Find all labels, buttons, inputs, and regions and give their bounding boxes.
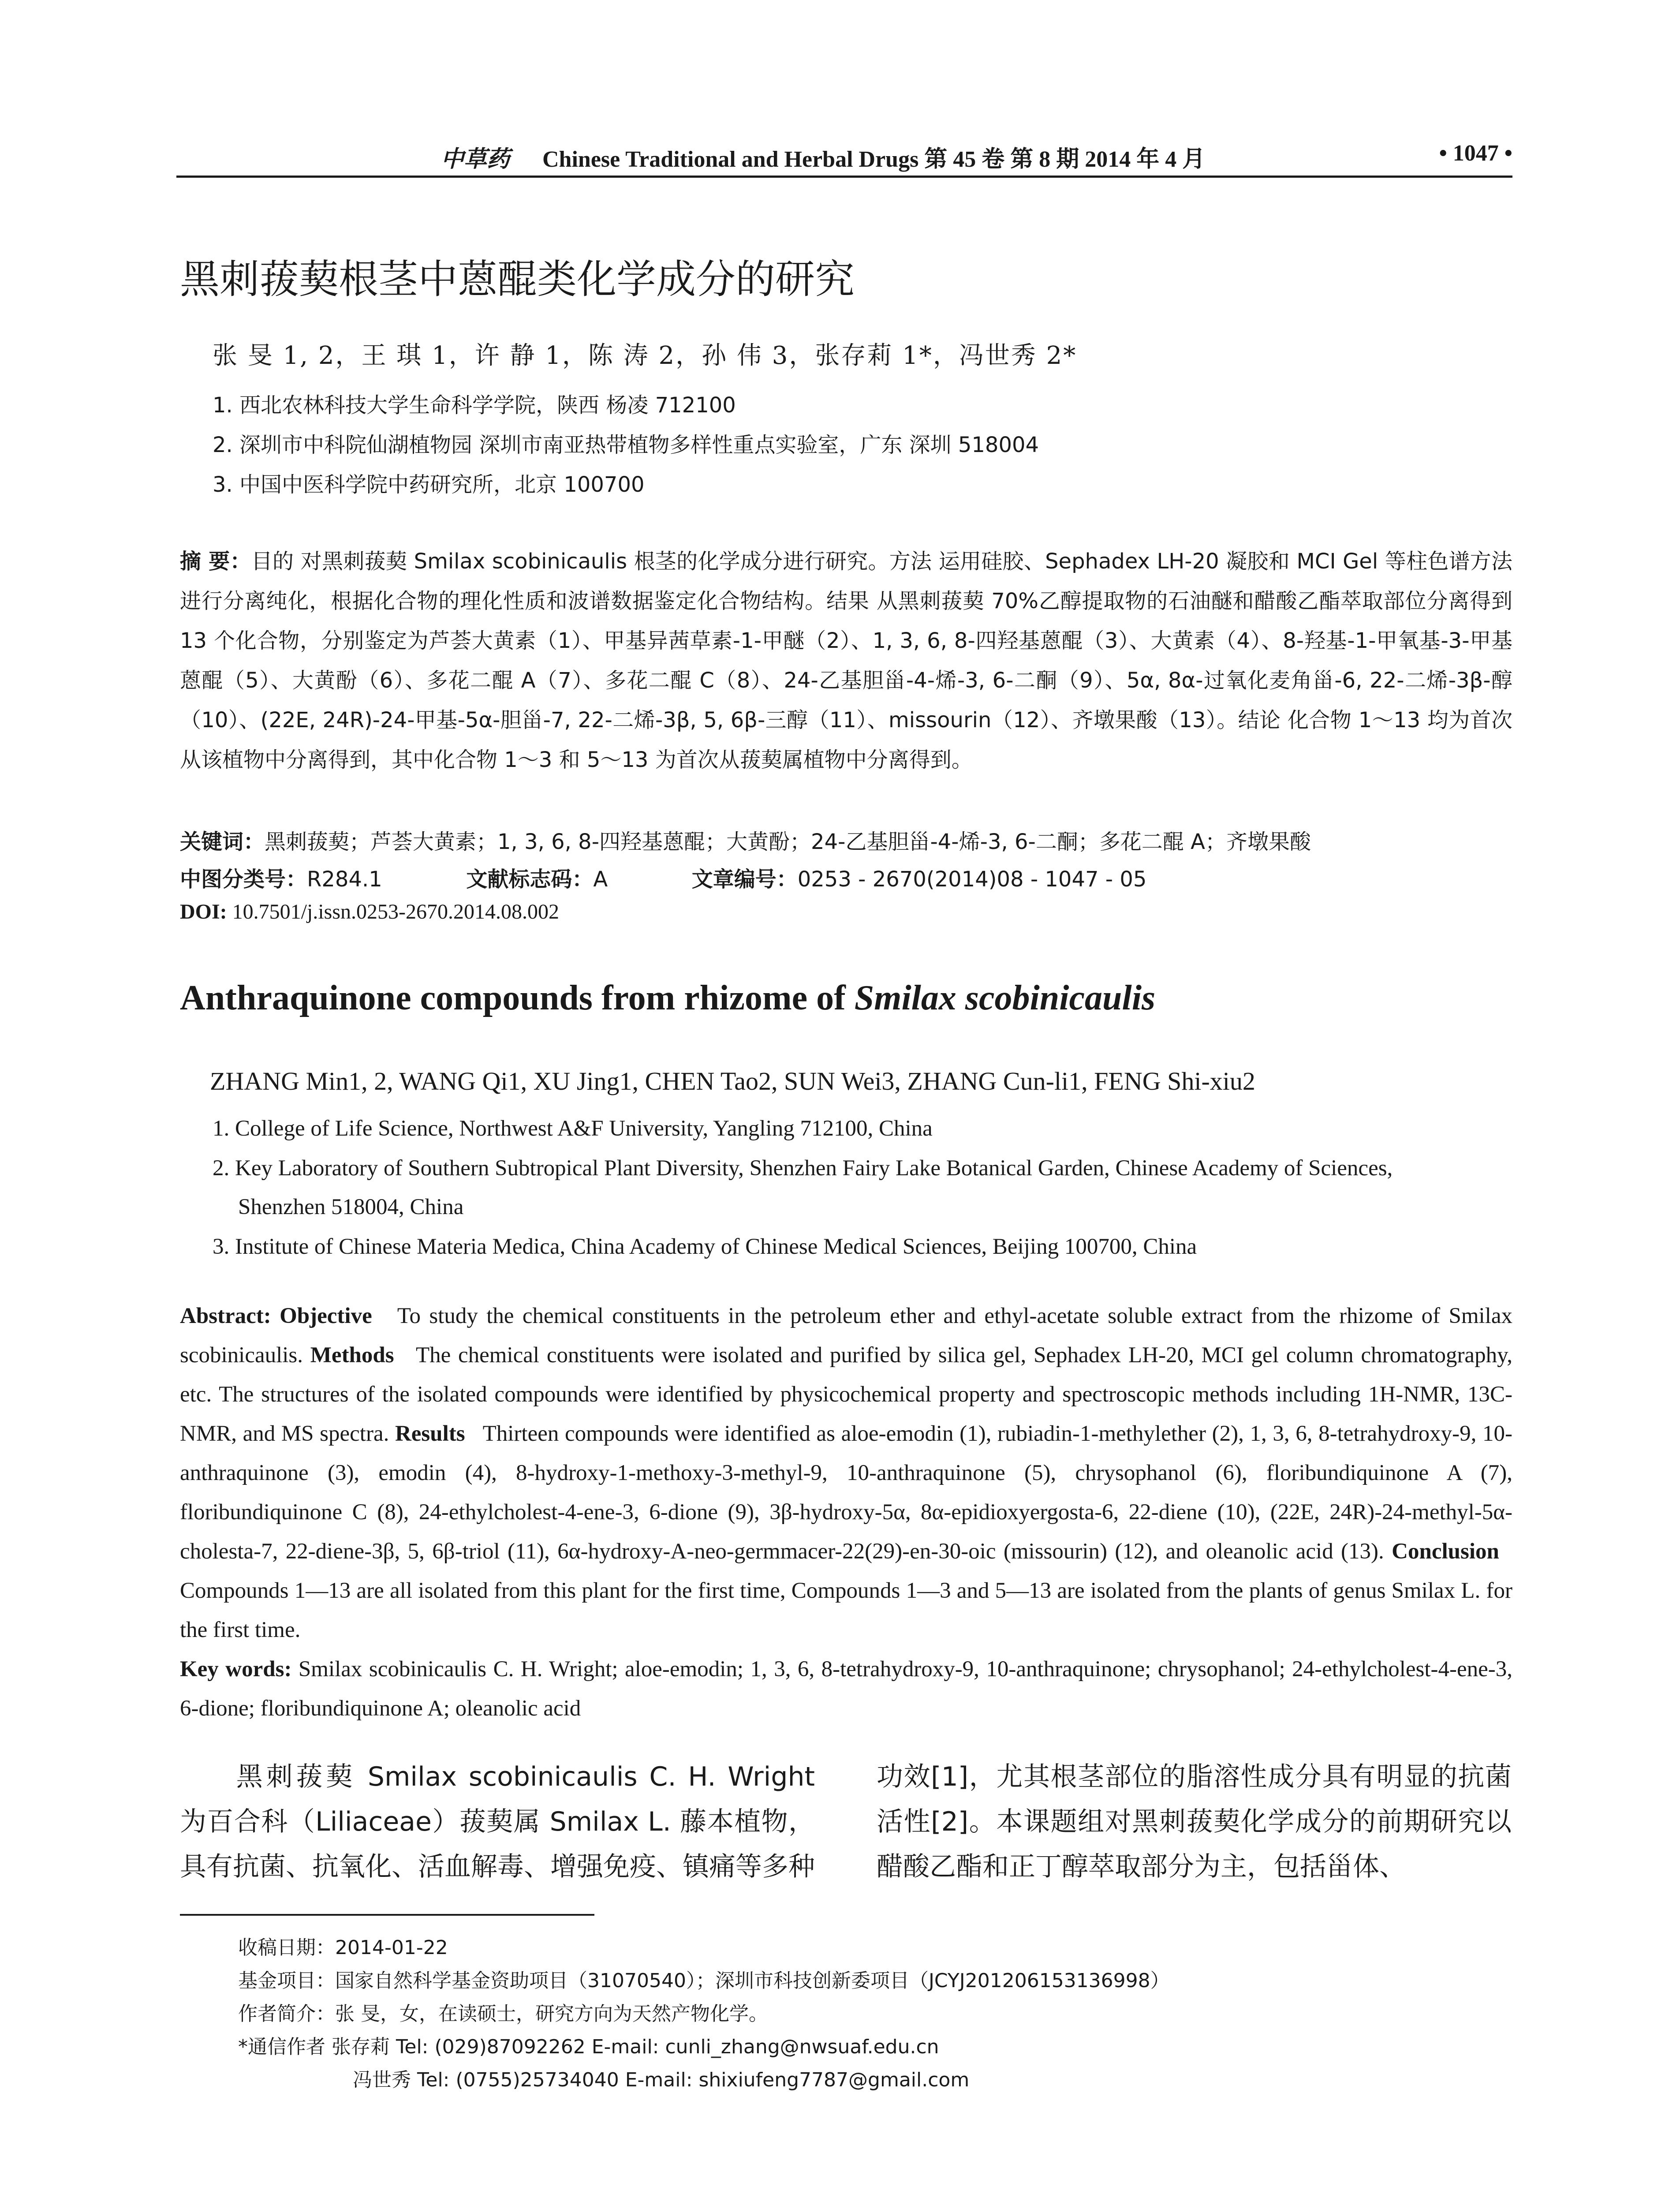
affiliation-en-1: 1. College of Life Science, Northwest A&F University, Yangling 712100, China — [213, 1116, 933, 1141]
abstract-cn — [180, 542, 1512, 780]
affiliation-en-2-cont: Shenzhen 518004, China — [238, 1195, 464, 1219]
affiliation-cn-2: 2. 深圳市中科院仙湖植物园 深圳市南亚热带植物多样性重点实验室，广东 深圳 518004 — [213, 433, 1039, 457]
author-list-cn: 张 旻 1, 2，王 琪 1，许 静 1，陈 涛 2，孙 伟 3，张存莉 1*，冯世秀 2* — [213, 341, 1077, 370]
body-left-text: 黑刺菝葜 Smilax scobinicaulis C. H. Wright 为百合科（Liliaceae）菝葜属 Smilax L. 藤本植物，具有抗菌、抗氧化、活血解毒、增强免疫、镇痛等多种 — [180, 1761, 815, 1882]
clc-label: 中图分类号： — [180, 867, 307, 892]
abstract-methods-label: Methods — [310, 1343, 394, 1368]
abstract-methods-text: The chemical constituents were isolated and purified by silica gel, Sephadex LH-20, MCI gel column chromatography, etc. The structures of the isolated compounds were identified by physicochemical property and spectroscopic methods including 1H-NMR, 13C-NMR, and MS spectra. — [180, 1343, 1513, 1446]
keywords-cn — [180, 825, 1311, 855]
footnote-corresponding-1: *通信作者 张存莉 Tel: (029)87092262 E-mail: cunli_zhang@nwsuaf.edu.cn — [238, 2036, 939, 2058]
doi-label: DOI: — [180, 900, 227, 923]
abstract-conclusion-label: Conclusion — [1392, 1539, 1499, 1564]
footnote-corresponding-2: 冯世秀 Tel: (0755)25734040 E-mail: shixiufeng7787@gmail.com — [353, 2069, 970, 2091]
article-number-value: 0253 - 2670(2014)08 - 1047 - 05 — [797, 867, 1147, 892]
clc-value: R284.1 — [307, 867, 382, 892]
doi-value: 10.7501/j.issn.0253-2670.2014.08.002 — [232, 900, 560, 923]
page-number: • 1047 • — [1439, 141, 1512, 166]
journal-issue-info: Chinese Traditional and Herbal Drugs 第 45 卷 第 8 期 2014 年 4 月 — [542, 147, 1206, 172]
abstract-objective-text: To study the chemical constituents in the petroleum ether and ethyl-acetate soluble extract from the rhizome of Smilax scobinicaulis. — [180, 1304, 1512, 1368]
header-rule — [176, 176, 1512, 178]
abstract-results-label: Results — [395, 1421, 465, 1446]
footnote-received: 收稿日期：2014-01-22 — [238, 1936, 448, 1959]
title-en-species: Smilax scobinicaulis — [854, 979, 1156, 1017]
abstract-text-cn: 目的 对黑刺菝葜 Smilax scobinicaulis 根茎的化学成分进行研究。方法 运用硅胶、Sephadex LH-20 凝胶和 MCI Gel 等柱色谱方法进行分离纯化，根据化合物的理化性质和波谱数据鉴定化合物结构。结果 从黑刺菝葜 70%乙醇提取物的石油醚和醋酸乙酯萃取部位分离得到 13 个化合物，分别鉴定为芦荟大黄素（1）、甲基异茜草素-1-甲醚（2）、1, 3, 6, 8-四羟基蒽醌（3）、大黄素（4）、8-羟基-1-甲氧基-3-甲基蒽醌（5）、大黄酚（6）、多花二醌 A（7）、多花二醌 C（8）、24-乙基胆甾-4-烯-3, 6-二酮（9）、5α, 8α-过氧化麦角甾-6, 22-二烯-3β-醇（10）、(22E, 24R)-24-甲基-5α-胆甾-7, 22-二烯-3β, 5, 6β-三醇（11）、missourin（12）、齐墩果酸（13）。结论 化合物 1～13 均为首次从该植物中分离得到，其中化合物 1～3 和 5～13 为首次从菝葜属植物中分离得到。 — [180, 549, 1512, 772]
keywords-text-cn: 黑刺菝葜；芦荟大黄素；1, 3, 6, 8-四羟基蒽醌；大黄酚；24-乙基胆甾-4-烯-3, 6-二酮；多花二醌 A；齐墩果酸 — [265, 830, 1311, 854]
affiliation-cn-1: 1. 西北农林科技大学生命科学学院，陕西 杨凌 712100 — [213, 393, 736, 418]
footnote-rule — [180, 1914, 594, 1916]
journal-name-cn: 中草药 — [441, 147, 510, 172]
body-column-right — [877, 1754, 1512, 1889]
abstract-conclusion-text: Compounds 1—13 are all isolated from this plant for the first time, Compounds 1—3 and 5—13 are isolated from the plants of genus Smilax L. for the first time. — [180, 1578, 1512, 1642]
author-list-en: ZHANG Min1, 2, WANG Qi1, XU Jing1, CHEN Tao2, SUN Wei3, ZHANG Cun-li1, FENG Shi-xiu2 — [210, 1067, 1255, 1095]
affiliation-cn-3: 3. 中国中医科学院中药研究所，北京 100700 — [213, 472, 645, 497]
paper-title-en — [180, 978, 1155, 1018]
doi-line — [180, 900, 559, 924]
keywords-label-en: Key words: — [180, 1657, 292, 1682]
affiliation-en-3: 3. Institute of Chinese Materia Medica, China Academy of Chinese Medical Sciences, Beijing 100700, China — [213, 1234, 1197, 1259]
body-right-text: 功效[1]，尤其根茎部位的脂溶性成分具有明显的抗菌活性[2]。本课题组对黑刺菝葜化学成分的前期研究以醋酸乙酯和正丁醇萃取部分为主，包括甾体、 — [877, 1761, 1512, 1882]
doc-code-value: A — [593, 867, 608, 892]
doc-code-label: 文献标志码： — [466, 867, 594, 892]
body-column-left — [180, 1754, 815, 1889]
running-header — [176, 140, 1512, 176]
title-en-main: Anthraquinone compounds from rhizome of — [180, 979, 855, 1017]
abstract-results-text: Thirteen compounds were identified as aloe-emodin (1), rubiadin-1-methylether (2), 1, 3, 6, 8-tetrahydroxy-9, 10-anthraquinone (3), emodin (4), 8-hydroxy-1-methoxy-3-methyl-9, 10-anthraquinone (5), chrysophanol (6), floribundiquinone A (7), floribundiquinone C (8), 24-ethylcholest-4-ene-3, 6-dione (9), 3β-hydroxy-5α, 8α-epidioxyergosta-6, 22-diene (10), (22E, 24R)-24-methyl-5α-cholesta-7, 22-diene-3β, 5, 6β-triol (11), 6α-hydroxy-A-neo-germmacer-22(29)-en-30-oic (missourin) (12), and oleanolic acid (13). — [180, 1421, 1512, 1564]
abstract-objective-label: Abstract: Objective — [180, 1304, 372, 1328]
affiliation-en-2: 2. Key Laboratory of Southern Subtropical Plant Diversity, Shenzhen Fairy Lake Botanical Garden, Chinese Academy of Sciences, — [213, 1156, 1393, 1181]
keywords-text-en: Smilax scobinicaulis C. H. Wright; aloe-emodin; 1, 3, 6, 8-tetrahydroxy-9, 10-anthraquinone; chrysophanol; 24-ethylcholest-4-ene-3, 6-dione; floribundiquinone A; oleanolic acid — [180, 1657, 1513, 1721]
article-number-label: 文章编号： — [691, 867, 798, 892]
keywords-label-cn: 关键词： — [180, 830, 265, 854]
paper-title-cn: 黑刺菝葜根茎中蒽醌类化学成分的研究 — [180, 256, 855, 303]
classification-line — [180, 862, 1146, 893]
footnote-funding: 基金项目：国家自然科学基金资助项目（31070540）；深圳市科技创新委项目（JCYJ201206153136998） — [238, 1970, 1170, 1992]
abstract-label-cn: 摘 要： — [180, 549, 251, 574]
footnote-author-bio: 作者简介：张 旻，女，在读硕士，研究方向为天然产物化学。 — [238, 2003, 768, 2025]
abstract-en — [180, 1297, 1512, 1728]
